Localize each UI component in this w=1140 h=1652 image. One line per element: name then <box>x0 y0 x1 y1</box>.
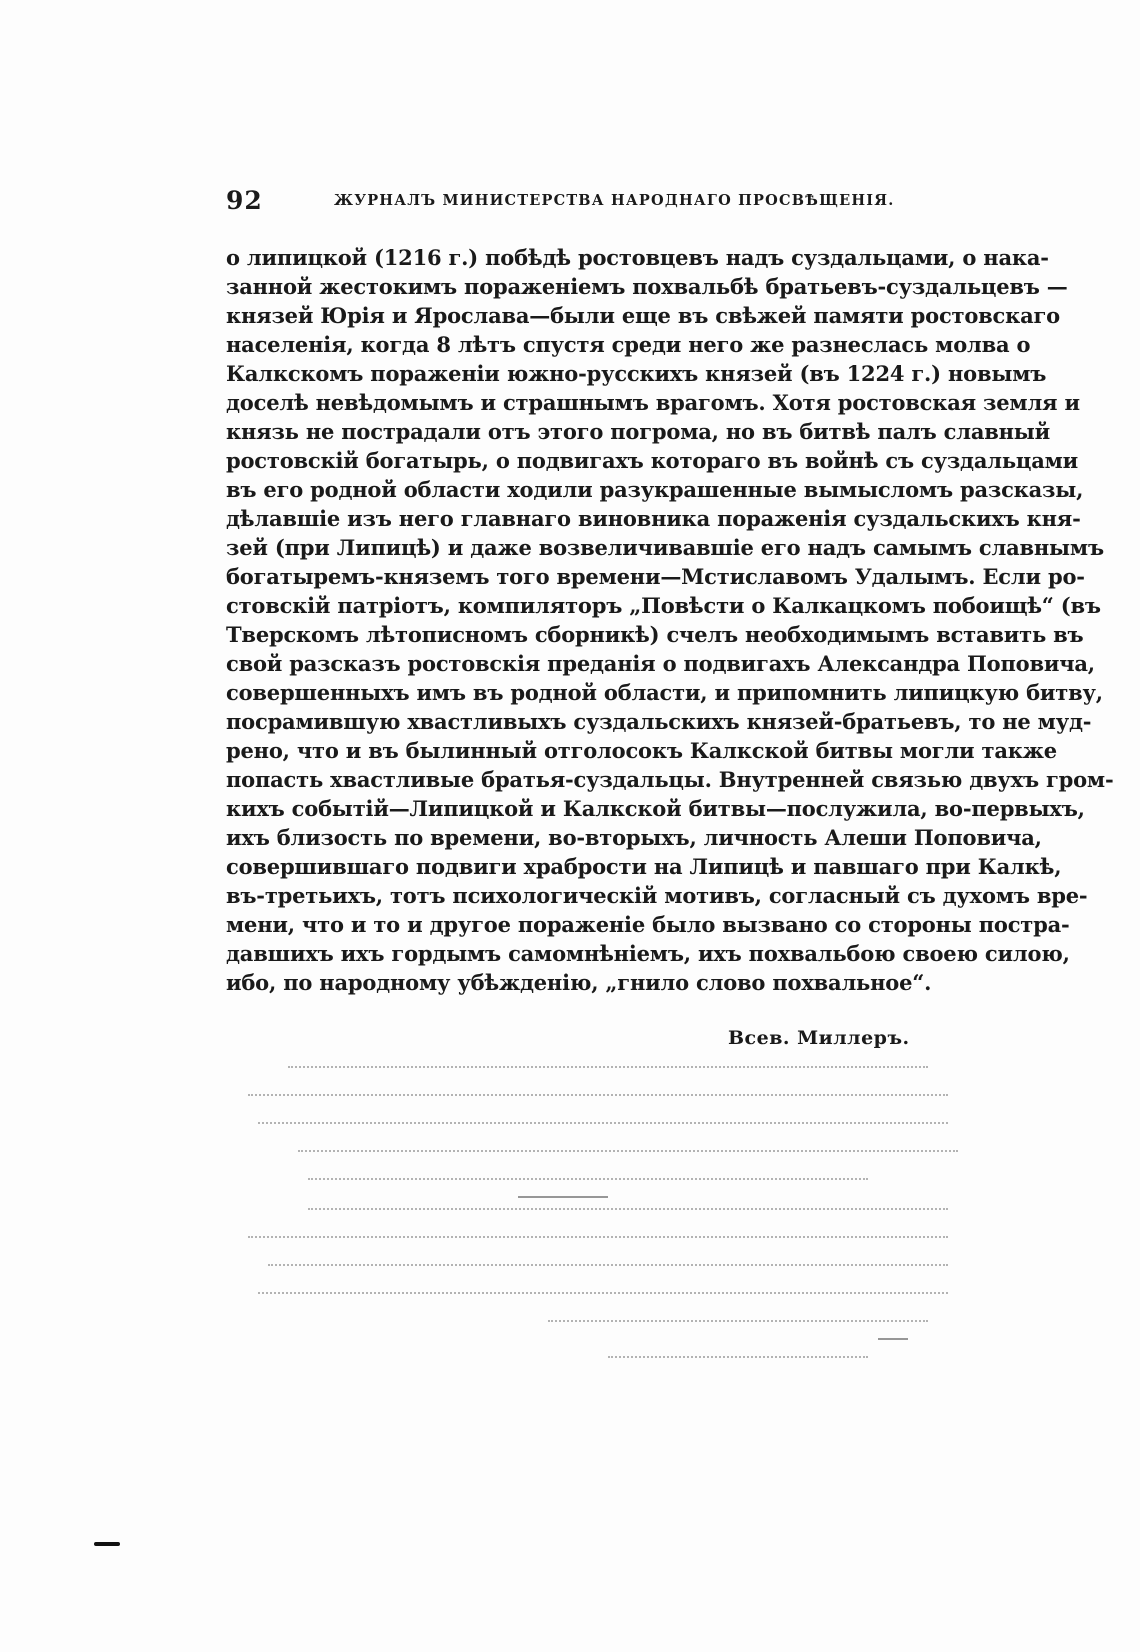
text-line: о липицкой (1216 г.) побѣдѣ ростовцевъ надъ суздальцами, о нака- <box>226 245 1049 270</box>
text-line: зей (при Липицѣ) и даже возвеличивавшіе его надъ самымъ славнымъ <box>226 535 1104 560</box>
text-line: населенія, когда 8 лѣтъ спустя среди него же разнеслась молва о <box>226 332 1031 357</box>
page-header <box>226 186 966 216</box>
text-line: совершенныхъ имъ въ родной области, и припомнить липицкую битву, <box>226 680 1103 705</box>
text-line: ихъ близость по времени, во-вторыхъ, личность Алеши Поповича, <box>226 825 1042 850</box>
text-line: въ-третьихъ, тотъ психологическій мотивъ, согласный съ духомъ вре- <box>226 883 1088 908</box>
text-line: попасть хвастливые братья-суздальцы. Внутренней связью двухъ гром- <box>226 767 1114 792</box>
text-line: давшихъ ихъ гордымъ самомнѣніемъ, ихъ похвальбою своею силою, <box>226 941 1070 966</box>
article-body <box>226 243 1114 997</box>
text-line: Калкскомъ пораженіи южно-русскихъ князей (въ 1224 г.) новымъ <box>226 361 1047 386</box>
show-through-text <box>248 1062 968 1352</box>
text-line: свой разсказъ ростовскія преданія о подвигахъ Александра Поповича, <box>226 651 1095 676</box>
text-line: рено, что и въ былинный отголосокъ Калкской битвы могли также <box>226 738 1057 763</box>
text-line: въ его родной области ходили разукрашенные вымысломъ разсказы, <box>226 477 1084 502</box>
text-line: Тверскомъ лѣтописномъ сборникѣ) счелъ необходимымъ вставить въ <box>226 622 1084 647</box>
scan-edge-mark <box>94 1542 120 1546</box>
text-line: стовскій патріотъ, компиляторъ „Повѣсти о Калкацкомъ побоищѣ“ (въ <box>226 593 1101 618</box>
text-line-last: ибо, по народному убѣжденію, „гнило слово похвальное“. <box>226 970 932 995</box>
text-line: богатыремъ-княземъ того времени—Мстиславомъ Удалымъ. Если ро- <box>226 564 1085 589</box>
text-line: князей Юрія и Ярослава—были еще въ свѣжей памяти ростовскаго <box>226 303 1060 328</box>
text-line: посрамившую хвастливыхъ суздальскихъ князей-братьевъ, то не муд- <box>226 709 1092 734</box>
text-line: совершившаго подвиги храбрости на Липицѣ и павшаго при Калкѣ, <box>226 854 1062 879</box>
text-line: доселѣ невѣдомымъ и страшнымъ врагомъ. Хотя ростовская земля и <box>226 390 1080 415</box>
text-line: князь не пострадали отъ этого погрома, но въ битвѣ палъ славный <box>226 419 1051 444</box>
text-line: мени, что и то и другое пораженіе было вызвано со стороны постра- <box>226 912 1070 937</box>
text-line: занной жестокимъ пораженіемъ похвальбѣ братьевъ-суздальцевъ — <box>226 274 1068 299</box>
text-line: ростовскій богатырь, о подвигахъ котораго въ войнѣ съ суздальцами <box>226 448 1079 473</box>
author-signature: Всев. Миллеръ. <box>728 1027 910 1049</box>
text-line: дѣлавшіе изъ него главнаго виновника пораженія суздальскихъ кня- <box>226 506 1081 531</box>
text-line: кихъ событій—Липицкой и Калкской битвы—послужила, во-первыхъ, <box>226 796 1085 821</box>
page-number: 92 <box>226 186 263 215</box>
running-head: ЖУРНАЛЪ МИНИСТЕРСТВА НАРОДНАГО ПРОСВѢЩЕНІЯ. <box>334 192 895 209</box>
